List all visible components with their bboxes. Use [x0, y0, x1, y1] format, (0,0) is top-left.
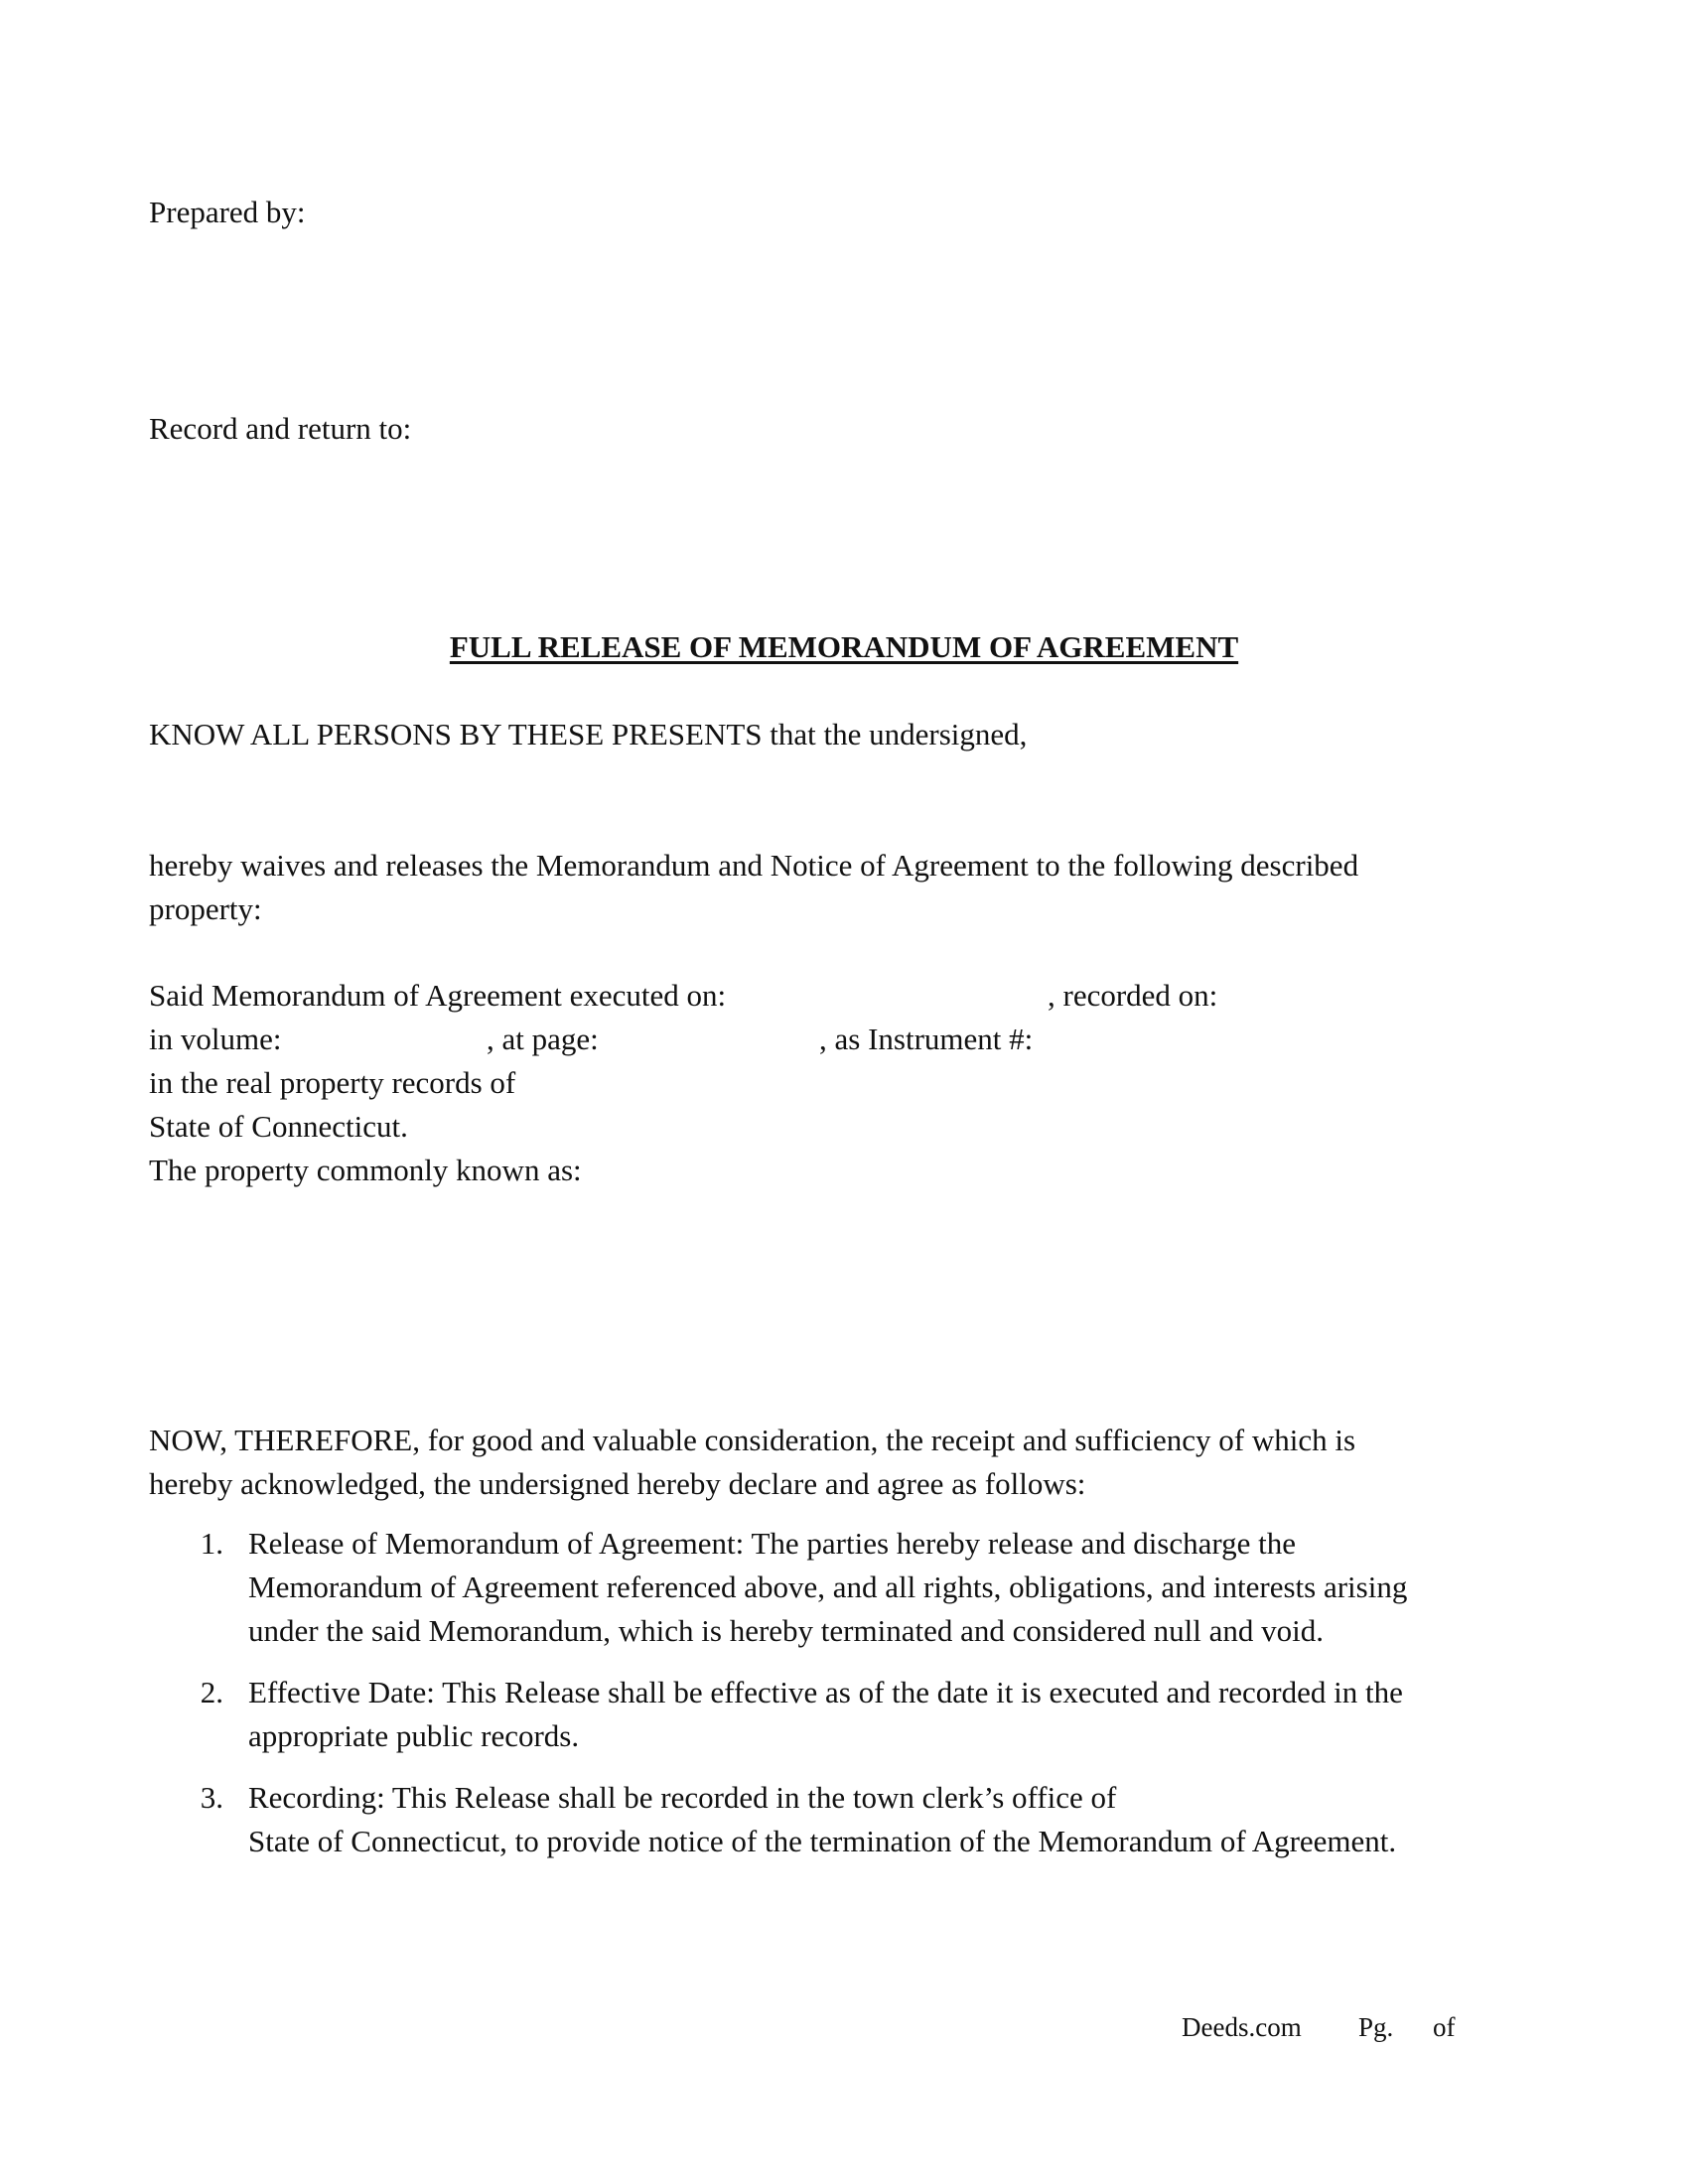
executed-on-label: Said Memorandum of Agreement executed on:: [149, 978, 727, 1013]
volume-label: in volume:: [149, 1022, 282, 1056]
record-return-label: Record and return to:: [149, 411, 412, 446]
clause-line: State of Connecticut, to provide notice of the termination of the Memorandum of Agreement.: [248, 1824, 1397, 1858]
document-title: FULL RELEASE OF MEMORANDUM OF AGREEMENT: [449, 629, 1239, 664]
clause-number: 3.: [200, 1780, 223, 1815]
consideration-line-2: hereby acknowledged, the undersigned hereby declare and agree as follows:: [149, 1466, 1086, 1501]
prepared-by-label: Prepared by:: [149, 195, 306, 229]
state-label: State of Connecticut.: [149, 1109, 408, 1144]
footer-of-label: of: [1433, 2012, 1456, 2042]
clause-line: Release of Memorandum of Agreement: The parties hereby release and discharge the: [248, 1526, 1297, 1561]
waiver-line-1: hereby waives and releases the Memorandum and Notice of Agreement to the following described: [149, 848, 1359, 883]
clause-line: Effective Date: This Release shall be effective as of the date it is executed and recorded in the: [248, 1675, 1403, 1709]
records-of-label: in the real property records of: [149, 1065, 516, 1100]
clause-line: under the said Memorandum, which is hereby terminated and considered null and void.: [248, 1613, 1324, 1648]
intro-paragraph: KNOW ALL PERSONS BY THESE PRESENTS that the undersigned,: [149, 717, 1028, 751]
page-label: , at page:: [487, 1022, 599, 1056]
footer-site: Deeds.com: [1182, 2012, 1302, 2042]
clause-number: 2.: [200, 1675, 223, 1709]
waiver-line-2: property:: [149, 891, 262, 926]
clause-number: 1.: [200, 1526, 223, 1561]
recorded-on-label: , recorded on:: [1048, 978, 1218, 1013]
instrument-label: , as Instrument #:: [819, 1022, 1034, 1056]
consideration-line-1: NOW, THEREFORE, for good and valuable consideration, the receipt and sufficiency of which is: [149, 1423, 1356, 1457]
clause-line: Memorandum of Agreement referenced above, and all rights, obligations, and interests arising: [248, 1570, 1408, 1604]
known-as-label: The property commonly known as:: [149, 1153, 582, 1187]
clause-line: Recording: This Release shall be recorded in the town clerk’s office of: [248, 1780, 1117, 1815]
footer-page-label: Pg.: [1358, 2012, 1394, 2042]
clause-line: appropriate public records.: [248, 1718, 580, 1753]
